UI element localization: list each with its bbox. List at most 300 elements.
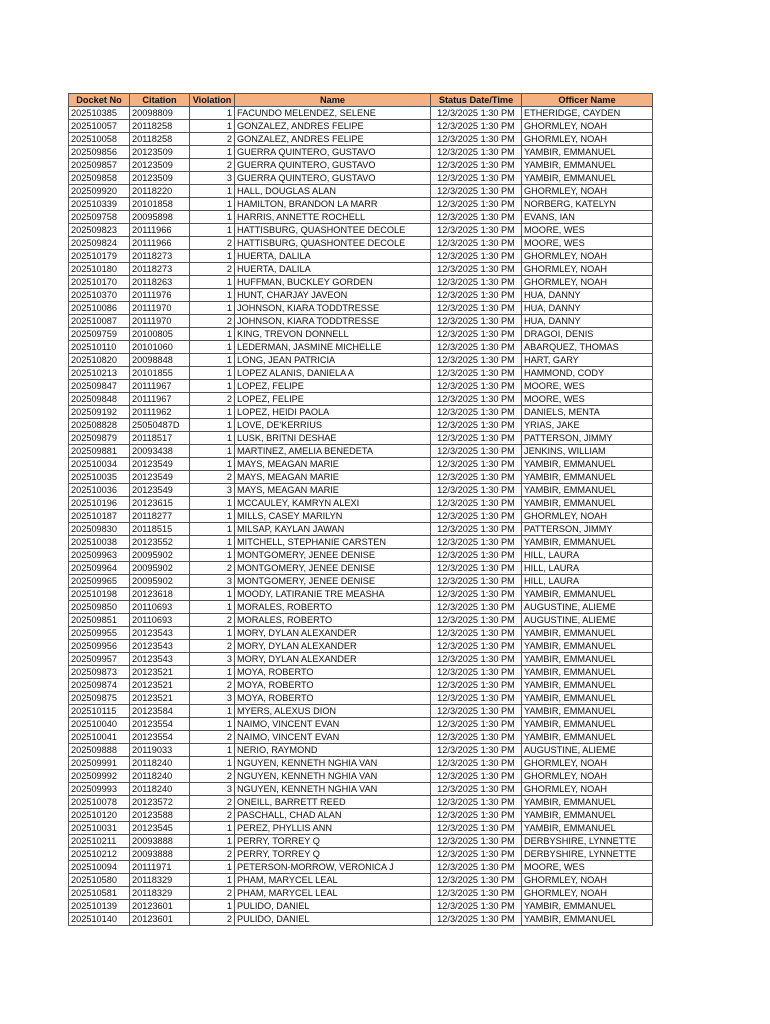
cell-docket-no: 202510140 — [69, 913, 130, 926]
cell-citation: 20095902 — [130, 562, 190, 575]
cell-citation: 20123509 — [130, 159, 190, 172]
cell-docket-no: 202510094 — [69, 861, 130, 874]
cell-citation: 20123554 — [130, 718, 190, 731]
cell-status-date-time: 12/3/2025 1:30 PM — [431, 367, 522, 380]
cell-docket-no: 202510087 — [69, 315, 130, 328]
header-status-date-time: Status Date/Time — [431, 94, 522, 107]
cell-docket-no: 202510038 — [69, 536, 130, 549]
cell-violation: 1 — [190, 549, 235, 562]
table-row — [69, 289, 653, 302]
cell-violation: 1 — [190, 406, 235, 419]
cell-status-date-time: 12/3/2025 1:30 PM — [431, 315, 522, 328]
cell-name: KING, TREVON DONNELL — [235, 328, 431, 341]
cell-status-date-time: 12/3/2025 1:30 PM — [431, 159, 522, 172]
cell-name: PHAM, MARYCEL LEAL — [235, 874, 431, 887]
cell-violation: 1 — [190, 627, 235, 640]
cell-name: GUERRA QUINTERO, GUSTAVO — [235, 159, 431, 172]
table-row — [69, 822, 653, 835]
cell-docket-no: 202509858 — [69, 172, 130, 185]
cell-name: GONZALEZ, ANDRES FELIPE — [235, 120, 431, 133]
cell-officer-name: YAMBIR, EMMANUEL — [522, 653, 653, 666]
cell-docket-no: 202510198 — [69, 588, 130, 601]
cell-docket-no: 202510211 — [69, 835, 130, 848]
cell-docket-no: 202510179 — [69, 250, 130, 263]
cell-docket-no: 202509850 — [69, 601, 130, 614]
cell-name: MONTGOMERY, JENEE DENISE — [235, 549, 431, 562]
cell-name: LOPEZ, FELIPE — [235, 393, 431, 406]
cell-docket-no: 202510370 — [69, 289, 130, 302]
cell-status-date-time: 12/3/2025 1:30 PM — [431, 614, 522, 627]
cell-violation: 1 — [190, 874, 235, 887]
cell-officer-name: DRAGOI, DENIS — [522, 328, 653, 341]
cell-officer-name: GHORMLEY, NOAH — [522, 263, 653, 276]
cell-docket-no: 202508828 — [69, 419, 130, 432]
cell-citation: 20111962 — [130, 406, 190, 419]
cell-violation: 1 — [190, 861, 235, 874]
table-row — [69, 653, 653, 666]
cell-status-date-time: 12/3/2025 1:30 PM — [431, 601, 522, 614]
cell-docket-no: 202510031 — [69, 822, 130, 835]
cell-citation: 20123509 — [130, 146, 190, 159]
table-row — [69, 497, 653, 510]
cell-name: LOPEZ, FELIPE — [235, 380, 431, 393]
cell-citation: 20123549 — [130, 484, 190, 497]
cell-name: PHAM, MARYCEL LEAL — [235, 887, 431, 900]
cell-violation: 2 — [190, 770, 235, 783]
table-row — [69, 666, 653, 679]
cell-docket-no: 202509875 — [69, 692, 130, 705]
cell-name: MORY, DYLAN ALEXANDER — [235, 640, 431, 653]
cell-docket-no: 202510196 — [69, 497, 130, 510]
cell-docket-no: 202509920 — [69, 185, 130, 198]
cell-officer-name: MOORE, WES — [522, 861, 653, 874]
cell-officer-name: HILL, LAURA — [522, 575, 653, 588]
cell-officer-name: GHORMLEY, NOAH — [522, 770, 653, 783]
cell-officer-name: YAMBIR, EMMANUEL — [522, 822, 653, 835]
cell-violation: 2 — [190, 913, 235, 926]
cell-officer-name: YAMBIR, EMMANUEL — [522, 458, 653, 471]
cell-status-date-time: 12/3/2025 1:30 PM — [431, 185, 522, 198]
cell-status-date-time: 12/3/2025 1:30 PM — [431, 432, 522, 445]
cell-name: NERIO, RAYMOND — [235, 744, 431, 757]
table-row — [69, 250, 653, 263]
cell-status-date-time: 12/3/2025 1:30 PM — [431, 393, 522, 406]
cell-violation: 1 — [190, 185, 235, 198]
cell-citation: 20118273 — [130, 263, 190, 276]
cell-violation: 2 — [190, 809, 235, 822]
cell-citation: 20118258 — [130, 120, 190, 133]
cell-citation: 20123552 — [130, 536, 190, 549]
cell-officer-name: NORBERG, KATELYN — [522, 198, 653, 211]
table-row — [69, 159, 653, 172]
cell-name: MARTINEZ, AMELIA BENEDETA — [235, 445, 431, 458]
table-row — [69, 107, 653, 120]
table-row — [69, 120, 653, 133]
table-row — [69, 341, 653, 354]
cell-officer-name: YAMBIR, EMMANUEL — [522, 627, 653, 640]
table-row — [69, 549, 653, 562]
table-row — [69, 796, 653, 809]
cell-officer-name: GHORMLEY, NOAH — [522, 874, 653, 887]
cell-name: JOHNSON, KIARA TODDTRESSE — [235, 302, 431, 315]
cell-officer-name: MOORE, WES — [522, 237, 653, 250]
cell-citation: 20111970 — [130, 315, 190, 328]
table-row — [69, 211, 653, 224]
table-row — [69, 692, 653, 705]
cell-officer-name: GHORMLEY, NOAH — [522, 185, 653, 198]
cell-status-date-time: 12/3/2025 1:30 PM — [431, 679, 522, 692]
cell-status-date-time: 12/3/2025 1:30 PM — [431, 250, 522, 263]
table-row — [69, 627, 653, 640]
cell-violation: 3 — [190, 692, 235, 705]
cell-docket-no: 202509991 — [69, 757, 130, 770]
cell-name: HAMILTON, BRANDON LA MARR — [235, 198, 431, 211]
cell-violation: 2 — [190, 263, 235, 276]
cell-violation: 2 — [190, 133, 235, 146]
cell-violation: 2 — [190, 848, 235, 861]
cell-docket-no: 202509873 — [69, 666, 130, 679]
cell-status-date-time: 12/3/2025 1:30 PM — [431, 341, 522, 354]
cell-name: MAYS, MEAGAN MARIE — [235, 458, 431, 471]
cell-violation: 3 — [190, 783, 235, 796]
cell-docket-no: 202510041 — [69, 731, 130, 744]
cell-officer-name: YRIAS, JAKE — [522, 419, 653, 432]
cell-name: GONZALEZ, ANDRES FELIPE — [235, 133, 431, 146]
cell-citation: 20093438 — [130, 445, 190, 458]
cell-docket-no: 202510058 — [69, 133, 130, 146]
cell-name: LONG, JEAN PATRICIA — [235, 354, 431, 367]
cell-name: MCCAULEY, KAMRYN ALEXI — [235, 497, 431, 510]
cell-name: MYERS, ALEXUS DION — [235, 705, 431, 718]
cell-name: GUERRA QUINTERO, GUSTAVO — [235, 146, 431, 159]
cell-violation: 1 — [190, 588, 235, 601]
table-row — [69, 315, 653, 328]
cell-name: NGUYEN, KENNETH NGHIA VAN — [235, 770, 431, 783]
table-row — [69, 614, 653, 627]
cell-officer-name: YAMBIR, EMMANUEL — [522, 588, 653, 601]
table-row — [69, 809, 653, 822]
cell-citation: 20118220 — [130, 185, 190, 198]
table-row — [69, 445, 653, 458]
cell-citation: 20111967 — [130, 393, 190, 406]
cell-status-date-time: 12/3/2025 1:30 PM — [431, 588, 522, 601]
cell-citation: 20118329 — [130, 874, 190, 887]
cell-violation: 1 — [190, 146, 235, 159]
cell-name: LOPEZ, HEIDI PAOLA — [235, 406, 431, 419]
cell-officer-name: HUA, DANNY — [522, 315, 653, 328]
cell-violation: 1 — [190, 536, 235, 549]
cell-docket-no: 202510034 — [69, 458, 130, 471]
cell-officer-name: YAMBIR, EMMANUEL — [522, 913, 653, 926]
table-row — [69, 367, 653, 380]
table-row — [69, 393, 653, 406]
cell-officer-name: HART, GARY — [522, 354, 653, 367]
cell-status-date-time: 12/3/2025 1:30 PM — [431, 692, 522, 705]
cell-citation: 20123549 — [130, 471, 190, 484]
cell-status-date-time: 12/3/2025 1:30 PM — [431, 302, 522, 315]
cell-name: PULIDO, DANIEL — [235, 900, 431, 913]
cell-name: HUNT, CHARJAY JAVEON — [235, 289, 431, 302]
cell-status-date-time: 12/3/2025 1:30 PM — [431, 744, 522, 757]
cell-officer-name: MOORE, WES — [522, 224, 653, 237]
cell-status-date-time: 12/3/2025 1:30 PM — [431, 172, 522, 185]
cell-status-date-time: 12/3/2025 1:30 PM — [431, 328, 522, 341]
cell-citation: 20095898 — [130, 211, 190, 224]
cell-docket-no: 202509857 — [69, 159, 130, 172]
table-row — [69, 588, 653, 601]
cell-citation: 20118515 — [130, 523, 190, 536]
cell-status-date-time: 12/3/2025 1:30 PM — [431, 627, 522, 640]
cell-citation: 20123543 — [130, 653, 190, 666]
table-row — [69, 718, 653, 731]
cell-status-date-time: 12/3/2025 1:30 PM — [431, 523, 522, 536]
cell-docket-no: 202509823 — [69, 224, 130, 237]
cell-citation: 20123543 — [130, 640, 190, 653]
cell-status-date-time: 12/3/2025 1:30 PM — [431, 731, 522, 744]
cell-officer-name: YAMBIR, EMMANUEL — [522, 484, 653, 497]
cell-status-date-time: 12/3/2025 1:30 PM — [431, 237, 522, 250]
cell-citation: 20098848 — [130, 354, 190, 367]
cell-violation: 3 — [190, 653, 235, 666]
cell-docket-no: 202509963 — [69, 549, 130, 562]
table-row — [69, 133, 653, 146]
table-row — [69, 419, 653, 432]
cell-citation: 20123549 — [130, 458, 190, 471]
cell-docket-no: 202509874 — [69, 679, 130, 692]
cell-status-date-time: 12/3/2025 1:30 PM — [431, 445, 522, 458]
cell-name: PASCHALL, CHAD ALAN — [235, 809, 431, 822]
cell-violation: 1 — [190, 198, 235, 211]
cell-status-date-time: 12/3/2025 1:30 PM — [431, 536, 522, 549]
cell-violation: 1 — [190, 211, 235, 224]
cell-status-date-time: 12/3/2025 1:30 PM — [431, 562, 522, 575]
cell-citation: 20118277 — [130, 510, 190, 523]
cell-violation: 2 — [190, 315, 235, 328]
cell-officer-name: AUGUSTINE, ALIEME — [522, 601, 653, 614]
cell-violation: 1 — [190, 757, 235, 770]
docket-table — [68, 93, 653, 926]
cell-status-date-time: 12/3/2025 1:30 PM — [431, 211, 522, 224]
table-row — [69, 783, 653, 796]
table-row — [69, 224, 653, 237]
cell-status-date-time: 12/3/2025 1:30 PM — [431, 874, 522, 887]
cell-violation: 1 — [190, 510, 235, 523]
cell-violation: 3 — [190, 172, 235, 185]
cell-docket-no: 202510057 — [69, 120, 130, 133]
table-row — [69, 887, 653, 900]
cell-status-date-time: 12/3/2025 1:30 PM — [431, 900, 522, 913]
cell-status-date-time: 12/3/2025 1:30 PM — [431, 796, 522, 809]
cell-status-date-time: 12/3/2025 1:30 PM — [431, 757, 522, 770]
cell-officer-name: DANIELS, MENTA — [522, 406, 653, 419]
cell-docket-no: 202509851 — [69, 614, 130, 627]
table-row — [69, 237, 653, 250]
cell-status-date-time: 12/3/2025 1:30 PM — [431, 783, 522, 796]
table-row — [69, 601, 653, 614]
cell-officer-name: GHORMLEY, NOAH — [522, 276, 653, 289]
cell-status-date-time: 12/3/2025 1:30 PM — [431, 276, 522, 289]
table-row — [69, 731, 653, 744]
table-row — [69, 354, 653, 367]
table-row — [69, 861, 653, 874]
table-row — [69, 536, 653, 549]
cell-violation: 1 — [190, 601, 235, 614]
cell-violation: 1 — [190, 107, 235, 120]
cell-docket-no: 202510385 — [69, 107, 130, 120]
cell-officer-name: JENKINS, WILLIAM — [522, 445, 653, 458]
cell-violation: 1 — [190, 666, 235, 679]
cell-officer-name: GHORMLEY, NOAH — [522, 510, 653, 523]
cell-status-date-time: 12/3/2025 1:30 PM — [431, 835, 522, 848]
cell-citation: 20123543 — [130, 627, 190, 640]
cell-name: PETERSON-MORROW, VERONICA J — [235, 861, 431, 874]
cell-name: FACUNDO MELENDEZ, SELENE — [235, 107, 431, 120]
cell-name: HATTISBURG, QUASHONTEE DECOLE — [235, 224, 431, 237]
cell-violation: 2 — [190, 887, 235, 900]
cell-violation: 2 — [190, 393, 235, 406]
cell-violation: 2 — [190, 237, 235, 250]
cell-officer-name: YAMBIR, EMMANUEL — [522, 796, 653, 809]
cell-violation: 3 — [190, 484, 235, 497]
cell-docket-no: 202510339 — [69, 198, 130, 211]
cell-citation: 20110693 — [130, 614, 190, 627]
cell-status-date-time: 12/3/2025 1:30 PM — [431, 419, 522, 432]
cell-status-date-time: 12/3/2025 1:30 PM — [431, 380, 522, 393]
cell-citation: 20118263 — [130, 276, 190, 289]
cell-name: NAIMO, VINCENT EVAN — [235, 731, 431, 744]
cell-citation: 20123584 — [130, 705, 190, 718]
cell-citation: 20118517 — [130, 432, 190, 445]
cell-docket-no: 202509847 — [69, 380, 130, 393]
cell-docket-no: 202510187 — [69, 510, 130, 523]
cell-officer-name: EVANS, IAN — [522, 211, 653, 224]
cell-name: LOVE, DE'KERRIUS — [235, 419, 431, 432]
cell-status-date-time: 12/3/2025 1:30 PM — [431, 913, 522, 926]
cell-name: MILLS, CASEY MARILYN — [235, 510, 431, 523]
cell-citation: 20123509 — [130, 172, 190, 185]
table-row — [69, 575, 653, 588]
cell-officer-name: YAMBIR, EMMANUEL — [522, 809, 653, 822]
table-row — [69, 172, 653, 185]
cell-docket-no: 202509955 — [69, 627, 130, 640]
cell-docket-no: 202509856 — [69, 146, 130, 159]
cell-officer-name: GHORMLEY, NOAH — [522, 757, 653, 770]
cell-violation: 1 — [190, 900, 235, 913]
cell-officer-name: GHORMLEY, NOAH — [522, 783, 653, 796]
cell-name: MAYS, MEAGAN MARIE — [235, 471, 431, 484]
cell-docket-no: 202510110 — [69, 341, 130, 354]
cell-officer-name: YAMBIR, EMMANUEL — [522, 679, 653, 692]
cell-docket-no: 202509888 — [69, 744, 130, 757]
cell-officer-name: YAMBIR, EMMANUEL — [522, 536, 653, 549]
cell-violation: 2 — [190, 614, 235, 627]
cell-name: PEREZ, PHYLLIS ANN — [235, 822, 431, 835]
cell-name: NGUYEN, KENNETH NGHIA VAN — [235, 783, 431, 796]
cell-violation: 1 — [190, 341, 235, 354]
cell-citation: 20101855 — [130, 367, 190, 380]
cell-violation: 1 — [190, 497, 235, 510]
cell-docket-no: 202510078 — [69, 796, 130, 809]
cell-violation: 1 — [190, 419, 235, 432]
cell-violation: 1 — [190, 718, 235, 731]
cell-name: MOYA, ROBERTO — [235, 679, 431, 692]
header-docket-no: Docket No — [69, 94, 130, 107]
cell-name: PERRY, TORREY Q — [235, 848, 431, 861]
table-row — [69, 146, 653, 159]
cell-status-date-time: 12/3/2025 1:30 PM — [431, 640, 522, 653]
cell-violation: 1 — [190, 302, 235, 315]
cell-status-date-time: 12/3/2025 1:30 PM — [431, 510, 522, 523]
cell-officer-name: GHORMLEY, NOAH — [522, 120, 653, 133]
table-body — [69, 107, 653, 926]
cell-officer-name: GHORMLEY, NOAH — [522, 250, 653, 263]
cell-status-date-time: 12/3/2025 1:30 PM — [431, 107, 522, 120]
cell-status-date-time: 12/3/2025 1:30 PM — [431, 770, 522, 783]
table-row — [69, 770, 653, 783]
cell-name: MOYA, ROBERTO — [235, 692, 431, 705]
cell-docket-no: 202509192 — [69, 406, 130, 419]
cell-violation: 1 — [190, 445, 235, 458]
cell-citation: 20101060 — [130, 341, 190, 354]
table-row — [69, 406, 653, 419]
cell-name: LEDERMAN, JASMINE MICHELLE — [235, 341, 431, 354]
cell-violation: 1 — [190, 354, 235, 367]
cell-docket-no: 202510120 — [69, 809, 130, 822]
cell-violation: 2 — [190, 731, 235, 744]
cell-citation: 20123601 — [130, 913, 190, 926]
table-row — [69, 185, 653, 198]
cell-officer-name: AUGUSTINE, ALIEME — [522, 614, 653, 627]
cell-status-date-time: 12/3/2025 1:30 PM — [431, 848, 522, 861]
cell-citation: 20111970 — [130, 302, 190, 315]
cell-status-date-time: 12/3/2025 1:30 PM — [431, 133, 522, 146]
cell-status-date-time: 12/3/2025 1:30 PM — [431, 406, 522, 419]
table-row — [69, 302, 653, 315]
cell-officer-name: YAMBIR, EMMANUEL — [522, 705, 653, 718]
cell-status-date-time: 12/3/2025 1:30 PM — [431, 263, 522, 276]
cell-citation: 20095902 — [130, 549, 190, 562]
cell-violation: 1 — [190, 744, 235, 757]
cell-officer-name: HAMMOND, CODY — [522, 367, 653, 380]
cell-citation: 20118240 — [130, 783, 190, 796]
cell-violation: 1 — [190, 224, 235, 237]
cell-citation: 20093888 — [130, 835, 190, 848]
table-row — [69, 458, 653, 471]
cell-violation: 1 — [190, 523, 235, 536]
table-row — [69, 380, 653, 393]
cell-docket-no: 202509824 — [69, 237, 130, 250]
cell-status-date-time: 12/3/2025 1:30 PM — [431, 484, 522, 497]
header-officer-name: Officer Name — [522, 94, 653, 107]
table-row — [69, 835, 653, 848]
cell-officer-name: DERBYSHIRE, LYNNETTE — [522, 848, 653, 861]
cell-docket-no: 202509881 — [69, 445, 130, 458]
cell-violation: 2 — [190, 562, 235, 575]
cell-violation: 2 — [190, 679, 235, 692]
cell-officer-name: ETHERIDGE, CAYDEN — [522, 107, 653, 120]
cell-name: MITCHELL, STEPHANIE CARSTEN — [235, 536, 431, 549]
cell-docket-no: 202510580 — [69, 874, 130, 887]
cell-docket-no: 202509964 — [69, 562, 130, 575]
cell-violation: 1 — [190, 458, 235, 471]
cell-officer-name: MOORE, WES — [522, 393, 653, 406]
cell-citation: 20123521 — [130, 692, 190, 705]
cell-name: HARRIS, ANNETTE ROCHELL — [235, 211, 431, 224]
cell-name: MORALES, ROBERTO — [235, 601, 431, 614]
cell-docket-no: 202510820 — [69, 354, 130, 367]
cell-docket-no: 202509879 — [69, 432, 130, 445]
cell-docket-no: 202509830 — [69, 523, 130, 536]
